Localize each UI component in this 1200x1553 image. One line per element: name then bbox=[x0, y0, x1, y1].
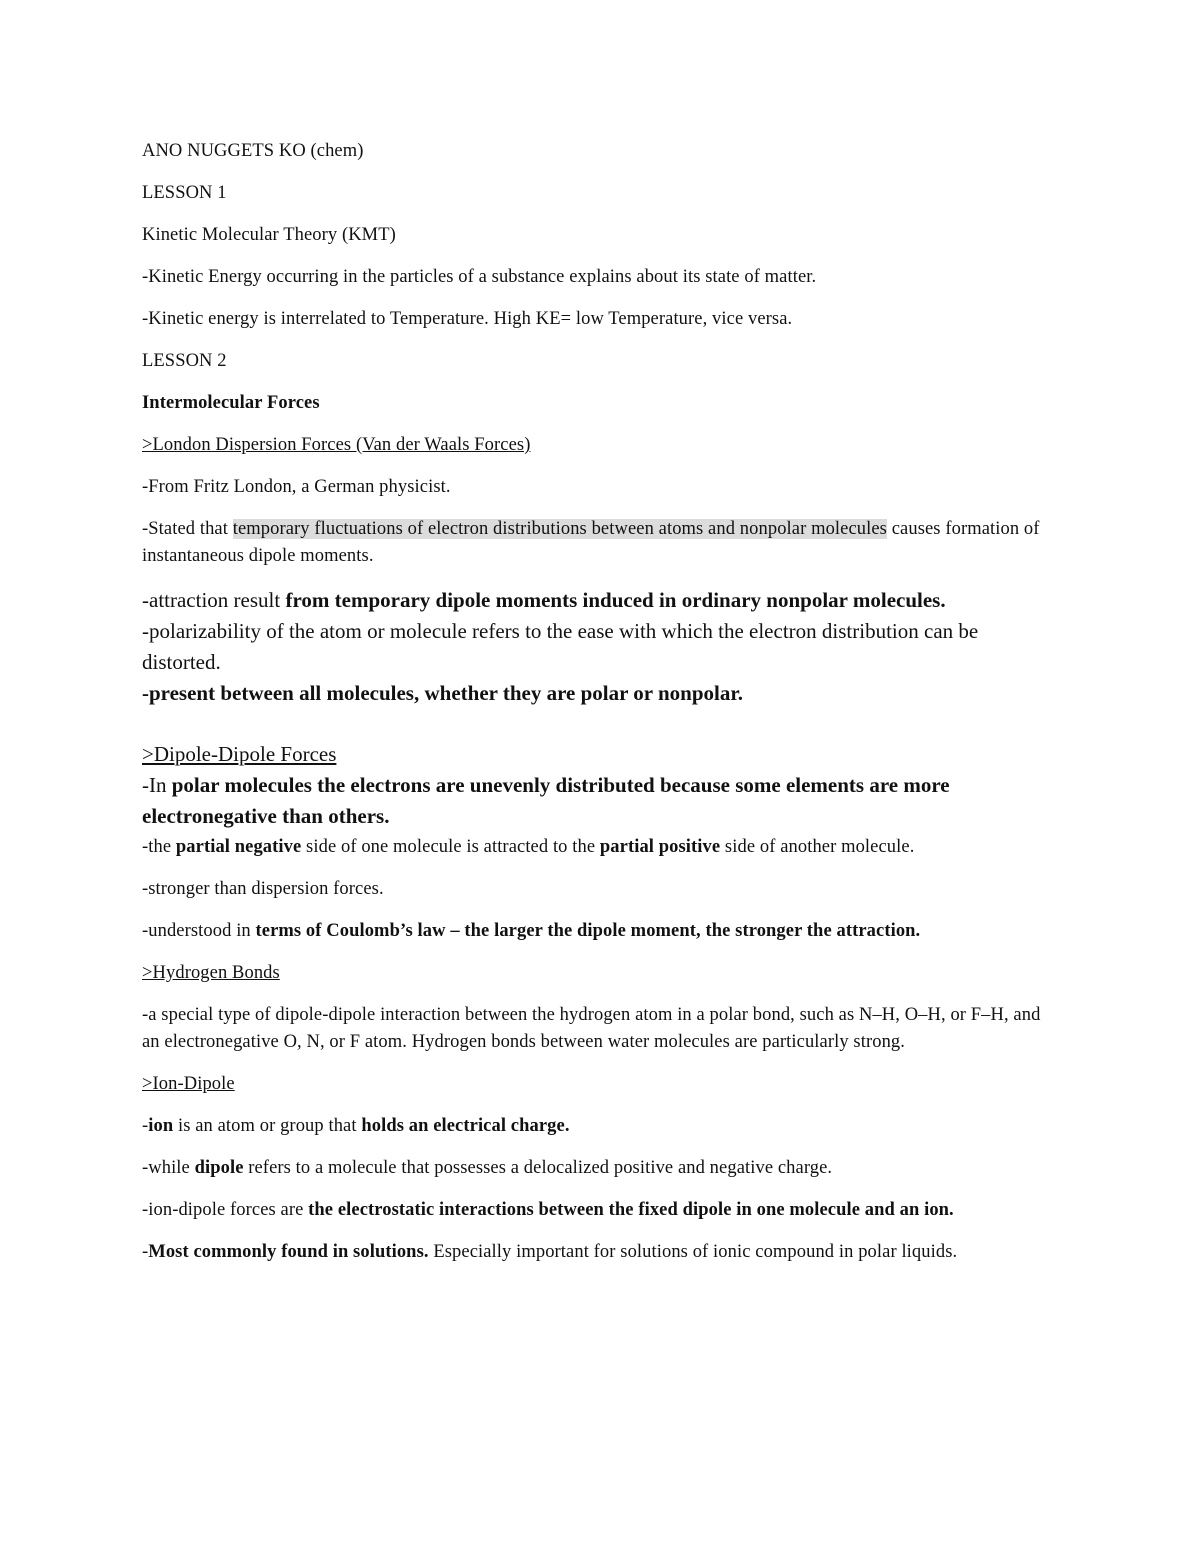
ion-most-bold: Most commonly found in solutions. bbox=[148, 1242, 429, 1262]
lesson-2-heading: LESSON 2 bbox=[142, 351, 227, 371]
london-polarizability: -polarizability of the atom or molecule refers to the ease with which the electron distribution can be distorted. bbox=[142, 619, 979, 674]
dipole-stronger: -stronger than dispersion forces. bbox=[142, 879, 384, 899]
dipole-partial-positive: partial positive bbox=[599, 837, 721, 857]
ion-forces-pre: -ion-dipole forces are bbox=[142, 1200, 309, 1220]
dipole-partial-5: side of another molecule. bbox=[720, 837, 915, 857]
ion-while-dipole: dipole bbox=[194, 1158, 244, 1178]
dipole-coulomb bbox=[142, 918, 1062, 945]
ion-dipole-definition bbox=[142, 1155, 1062, 1182]
ion-most-3: Especially important for solutions of ionic compound in polar liquids. bbox=[428, 1242, 958, 1262]
ion-def-1: - bbox=[142, 1116, 149, 1136]
lesson-1-heading: LESSON 1 bbox=[142, 183, 227, 203]
ion-def-3: is an atom or group that bbox=[173, 1116, 362, 1136]
document-page bbox=[142, 138, 1062, 1281]
imf-topic bbox=[142, 390, 1062, 417]
london-stated-post: causes formation of instantaneous dipole moments. bbox=[142, 519, 1040, 566]
hydrogen-heading: >Hydrogen Bonds bbox=[142, 963, 280, 983]
london-attraction bbox=[142, 585, 1062, 616]
london-stated-pre: -Stated that bbox=[142, 519, 233, 539]
london-present-text: -present between all molecules, whether they are polar or nonpolar. bbox=[142, 681, 743, 705]
dipole-coulomb-bold: terms of Coulomb’s law – the larger the dipole moment, the stronger the attraction. bbox=[255, 921, 921, 941]
ion-def-ion: ion bbox=[148, 1116, 174, 1136]
london-fritz: -From Fritz London, a German physicist. bbox=[142, 477, 451, 497]
dipole-in-polar bbox=[142, 770, 1062, 832]
ion-most-common bbox=[142, 1239, 1062, 1266]
ion-heading: >Ion-Dipole bbox=[142, 1074, 235, 1094]
ion-definition bbox=[142, 1113, 1062, 1140]
london-attraction-bold: from temporary dipole moments induced in ordinary nonpolar molecules. bbox=[285, 588, 946, 612]
dipole-coulomb-pre: -understood in bbox=[142, 921, 256, 941]
london-stated-highlight: temporary fluctuations of electron distributions between atoms and nonpolar molecules bbox=[232, 519, 887, 539]
dipole-in-bold: polar molecules the electrons are unevenly distributed because some elements are more electronegative than others. bbox=[142, 773, 950, 828]
dipole-partial-3: side of one molecule is attracted to the bbox=[301, 837, 600, 857]
london-heading: >London Dispersion Forces (Van der Waals Forces) bbox=[142, 435, 531, 455]
ion-def-charge: holds an electrical charge. bbox=[361, 1116, 570, 1136]
kmt-line-1: -Kinetic Energy occurring in the particles of a substance explains about its state of matter. bbox=[142, 267, 817, 287]
dipole-heading: >Dipole-Dipole Forces bbox=[142, 742, 337, 766]
ion-while-1: -while bbox=[142, 1158, 195, 1178]
ion-dipole-forces bbox=[142, 1197, 1062, 1224]
spacer bbox=[142, 709, 1062, 739]
london-attraction-pre: -attraction result bbox=[142, 588, 286, 612]
kmt-topic: Kinetic Molecular Theory (KMT) bbox=[142, 225, 396, 245]
ion-most-1: - bbox=[142, 1242, 149, 1262]
document-title: ANO NUGGETS KO (chem) bbox=[142, 141, 364, 161]
london-present bbox=[142, 678, 1062, 709]
london-stated bbox=[142, 516, 1062, 570]
dipole-partial-1: -the bbox=[142, 837, 176, 857]
ion-forces-bold: the electrostatic interactions between the fixed dipole in one molecule and an ion. bbox=[308, 1200, 954, 1220]
kmt-line-2: -Kinetic energy is interrelated to Temperature. High KE= low Temperature, vice versa. bbox=[142, 309, 793, 329]
dipole-partial bbox=[142, 834, 1062, 861]
dipole-partial-negative: partial negative bbox=[175, 837, 302, 857]
dipole-in-pre: -In bbox=[142, 773, 172, 797]
hydrogen-text: -a special type of dipole-dipole interaction between the hydrogen atom in a polar bond, such as N–H, O–H, or F–H, and an electronegative O, N, or F atom. Hydrogen bonds between water molecules are particularly strong. bbox=[142, 1005, 1041, 1052]
ion-while-3: refers to a molecule that possesses a delocalized positive and negative charge. bbox=[243, 1158, 833, 1178]
imf-topic-text: Intermolecular Forces bbox=[142, 393, 320, 413]
